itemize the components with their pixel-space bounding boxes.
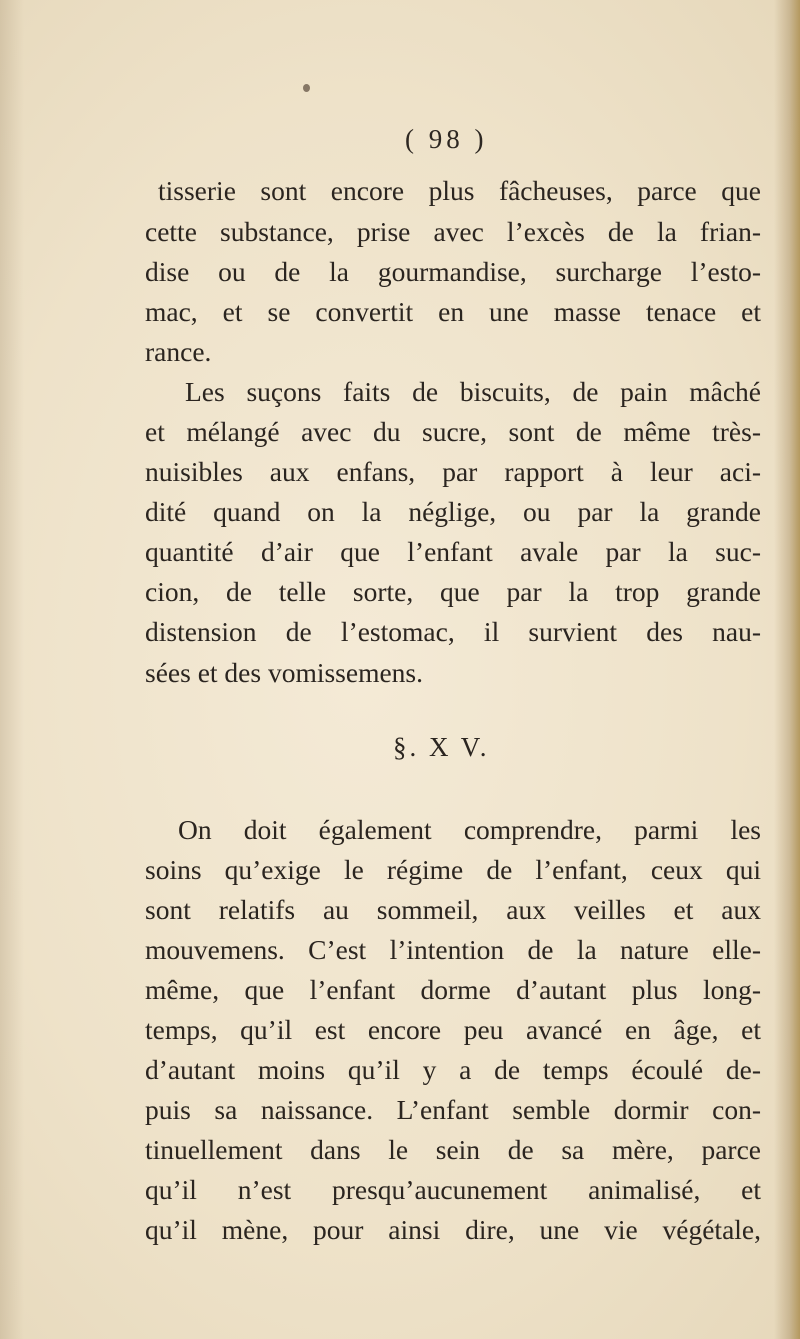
text-line: distension de l’estomac, il survient des nau- [145, 616, 761, 647]
text-line: puis sa naissance. L’enfant semble dormir con- [145, 1094, 761, 1125]
text-line: cette substance, prise avec l’excès de la frian- [145, 216, 761, 247]
text-line: rance. [145, 336, 212, 367]
text-line: mouvemens. C’est l’intention de la nature elle- [145, 934, 761, 965]
text-line: mac, et se convertit en une masse tenace et [145, 296, 761, 327]
text-line: sont relatifs au sommeil, aux veilles et aux [145, 894, 761, 925]
text-line: quantité d’air que l’enfant avale par la suc- [145, 536, 761, 567]
text-line: sées et des vomissemens. [145, 657, 424, 688]
text-line: cion, de telle sorte, que par la trop grande [145, 576, 761, 607]
text-line: dise ou de la gourmandise, surcharge l’esto- [145, 256, 761, 287]
section-heading: §. X V. [393, 732, 490, 762]
text-line: nuisibles aux enfans, par rapport à leur aci- [145, 456, 761, 487]
text-line: soins qu’exige le régime de l’enfant, ceux qui [145, 854, 761, 885]
ink-spot [303, 84, 310, 92]
text-line: même, que l’enfant dorme d’autant plus long- [145, 974, 761, 1005]
text-line: d’autant moins qu’il y a de temps écoulé de- [145, 1054, 761, 1085]
text-line: On doit également comprendre, parmi les [178, 814, 761, 845]
text-line: temps, qu’il est encore peu avancé en âge, et [145, 1014, 761, 1045]
text-line: tisserie sont encore plus fâcheuses, parce que [158, 175, 761, 206]
text-line: qu’il n’est presqu’aucunement animalisé, et [145, 1174, 761, 1205]
text-line: et mélangé avec du sucre, sont de même très- [145, 416, 761, 447]
text-line: qu’il mène, pour ainsi dire, une vie végétale, [145, 1214, 761, 1245]
gutter-shadow [0, 0, 24, 1339]
page-edge [774, 0, 800, 1339]
text-line: Les suçons faits de biscuits, de pain mâché [185, 376, 761, 407]
text-line: tinuellement dans le sein de sa mère, parce [145, 1134, 761, 1165]
text-line: dité quand on la néglige, ou par la grande [145, 496, 761, 527]
page-number: ( 98 ) [405, 124, 488, 154]
